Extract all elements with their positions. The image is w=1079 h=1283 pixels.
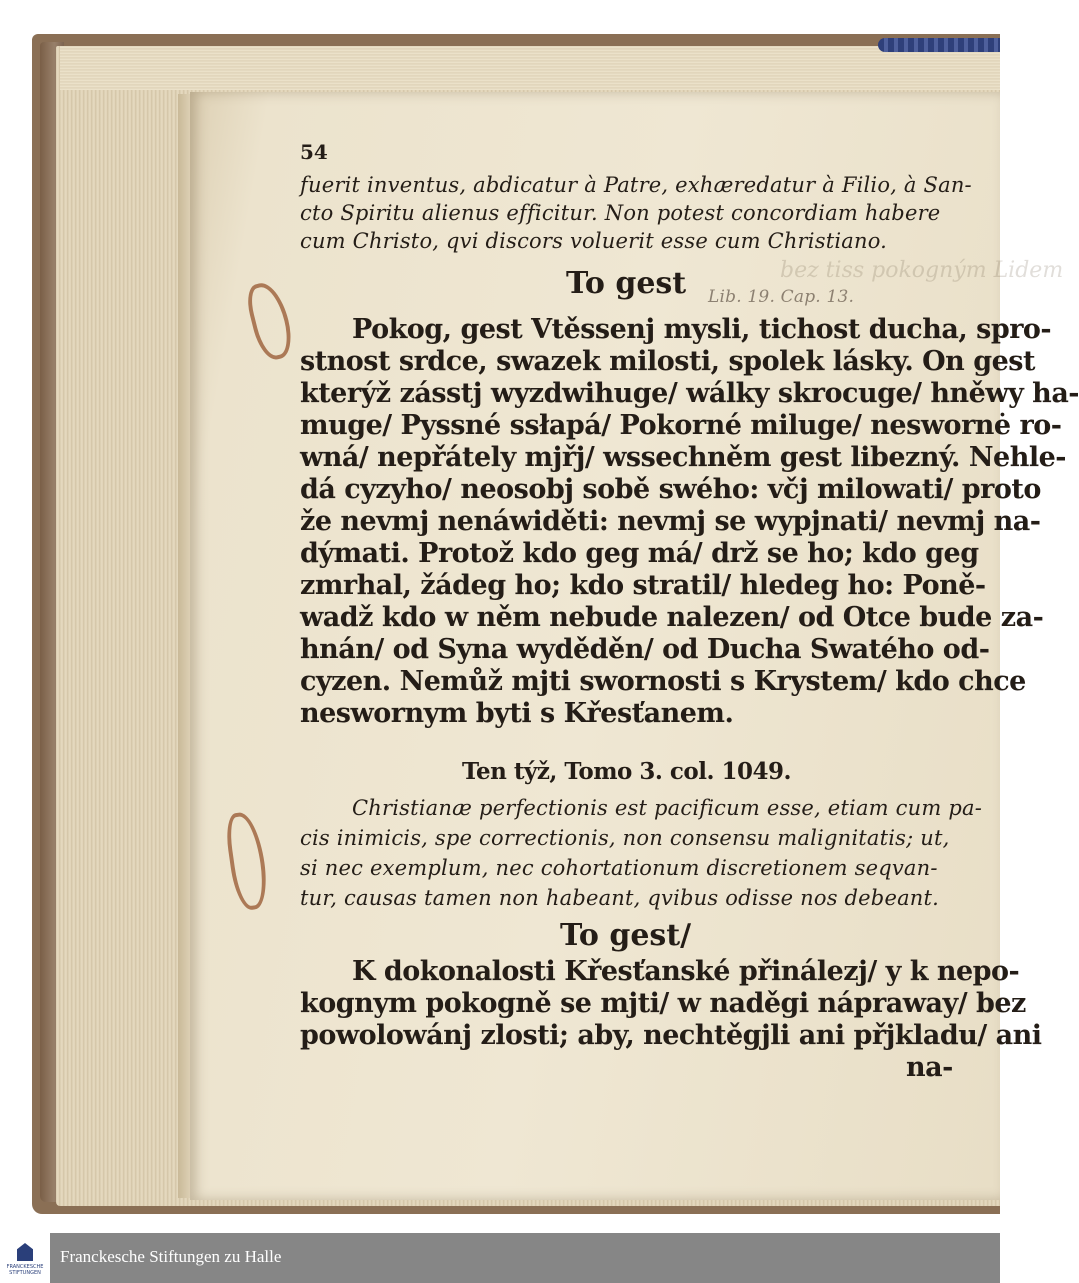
text-line: fuerit inventus, abdicatur à Patre, exhæredatur à Filio, à San- [300,173,972,197]
source-reference: Ten týž, Tomo 3. col. 1049. [462,758,792,785]
source-reference: Lib. 19. Cap. 13. [708,287,855,307]
footer-bar [0,1233,1000,1283]
text-line: cyzen. Nemůž mjti swornosti s Krystem/ kdo chce [300,666,1026,697]
text-line: K dokonalosti Křesťanské přinálezj/ y k nepo- [352,956,1020,987]
text-line: stnost srdce, swazek milosti, spolek lásky. On gest [300,346,1035,377]
text-line: hnán/ od Syna wyděděn/ od Ducha Swatého od- [300,634,990,665]
page-number: 54 [300,140,328,164]
text-line: powolowánj zlosti; aby, nechtěgjli ani přjkladu/ ani [300,1020,1042,1051]
text-line: kterýž zásstj wyzdwihuge/ wálky skrocuge/ hněwy ha- [300,378,1079,409]
text-line: wná/ nepřátely mjřj/ wssechněm gest libezný. Nehle- [300,442,1066,473]
text-line: cum Christo, qvi discors voluerit esse cum Christiano. [300,229,888,253]
foundation-logo-icon[interactable] [0,1233,50,1283]
section-heading: To gest/ [560,918,692,953]
catchword: na- [906,1052,953,1083]
text-line: muge/ Pyssné ssłapá/ Pokorné miluge/ neswornė ro- [300,410,1062,441]
text-line: cto Spiritu alienus efficitur. Non potest concordiam habere [300,201,941,225]
logo-building-glyph [17,1243,33,1261]
text-line: neswornym byti s Křesťanem. [300,698,734,729]
text-line: cis inimicis, spe correctionis, non consensu malignitatis; ut, [300,826,950,850]
text-line: wadž kdo w něm nebude nalezen/ od Otce bude za- [300,602,1044,633]
text-line: zmrhal, žádeg ho; kdo stratil/ hledeg ho: Poně- [300,570,986,601]
bookmark-ribbon [878,38,1000,52]
text-line: Pokog, gest Vtěssenj mysli, tichost ducha, spro- [352,314,1052,345]
text-line: že nevmj nenáwiděti: nevmj se wypjnati/ nevmj na- [300,506,1041,537]
section-heading: To gest [566,266,687,301]
page-top-edge [60,46,1000,90]
logo-caption: FRANCKESCHE STIFTUNGEN [6,1264,44,1276]
institution-name[interactable]: Franckesche Stiftungen zu Halle [60,1247,282,1266]
text-line: si nec exemplum, nec cohortationum discretionem seqvan- [300,856,938,880]
text-line: kognym pokogně se mjti/ w naděgi nápraway/ bez [300,988,1026,1019]
bleed-through-text: bez tiss pokogným Lidem [780,258,1064,283]
text-line: tur, causas tamen non habeant, qvibus odisse nos debeant. [300,886,940,910]
text-line: dá cyzyho/ neosobj sobě swého: včj milowati/ proto [300,474,1041,505]
text-line: dýmati. Protož kdo geg má/ drž se ho; kdo geg [300,538,979,569]
text-line: Christianæ perfectionis est pacificum esse, etiam cum pa- [352,796,983,820]
